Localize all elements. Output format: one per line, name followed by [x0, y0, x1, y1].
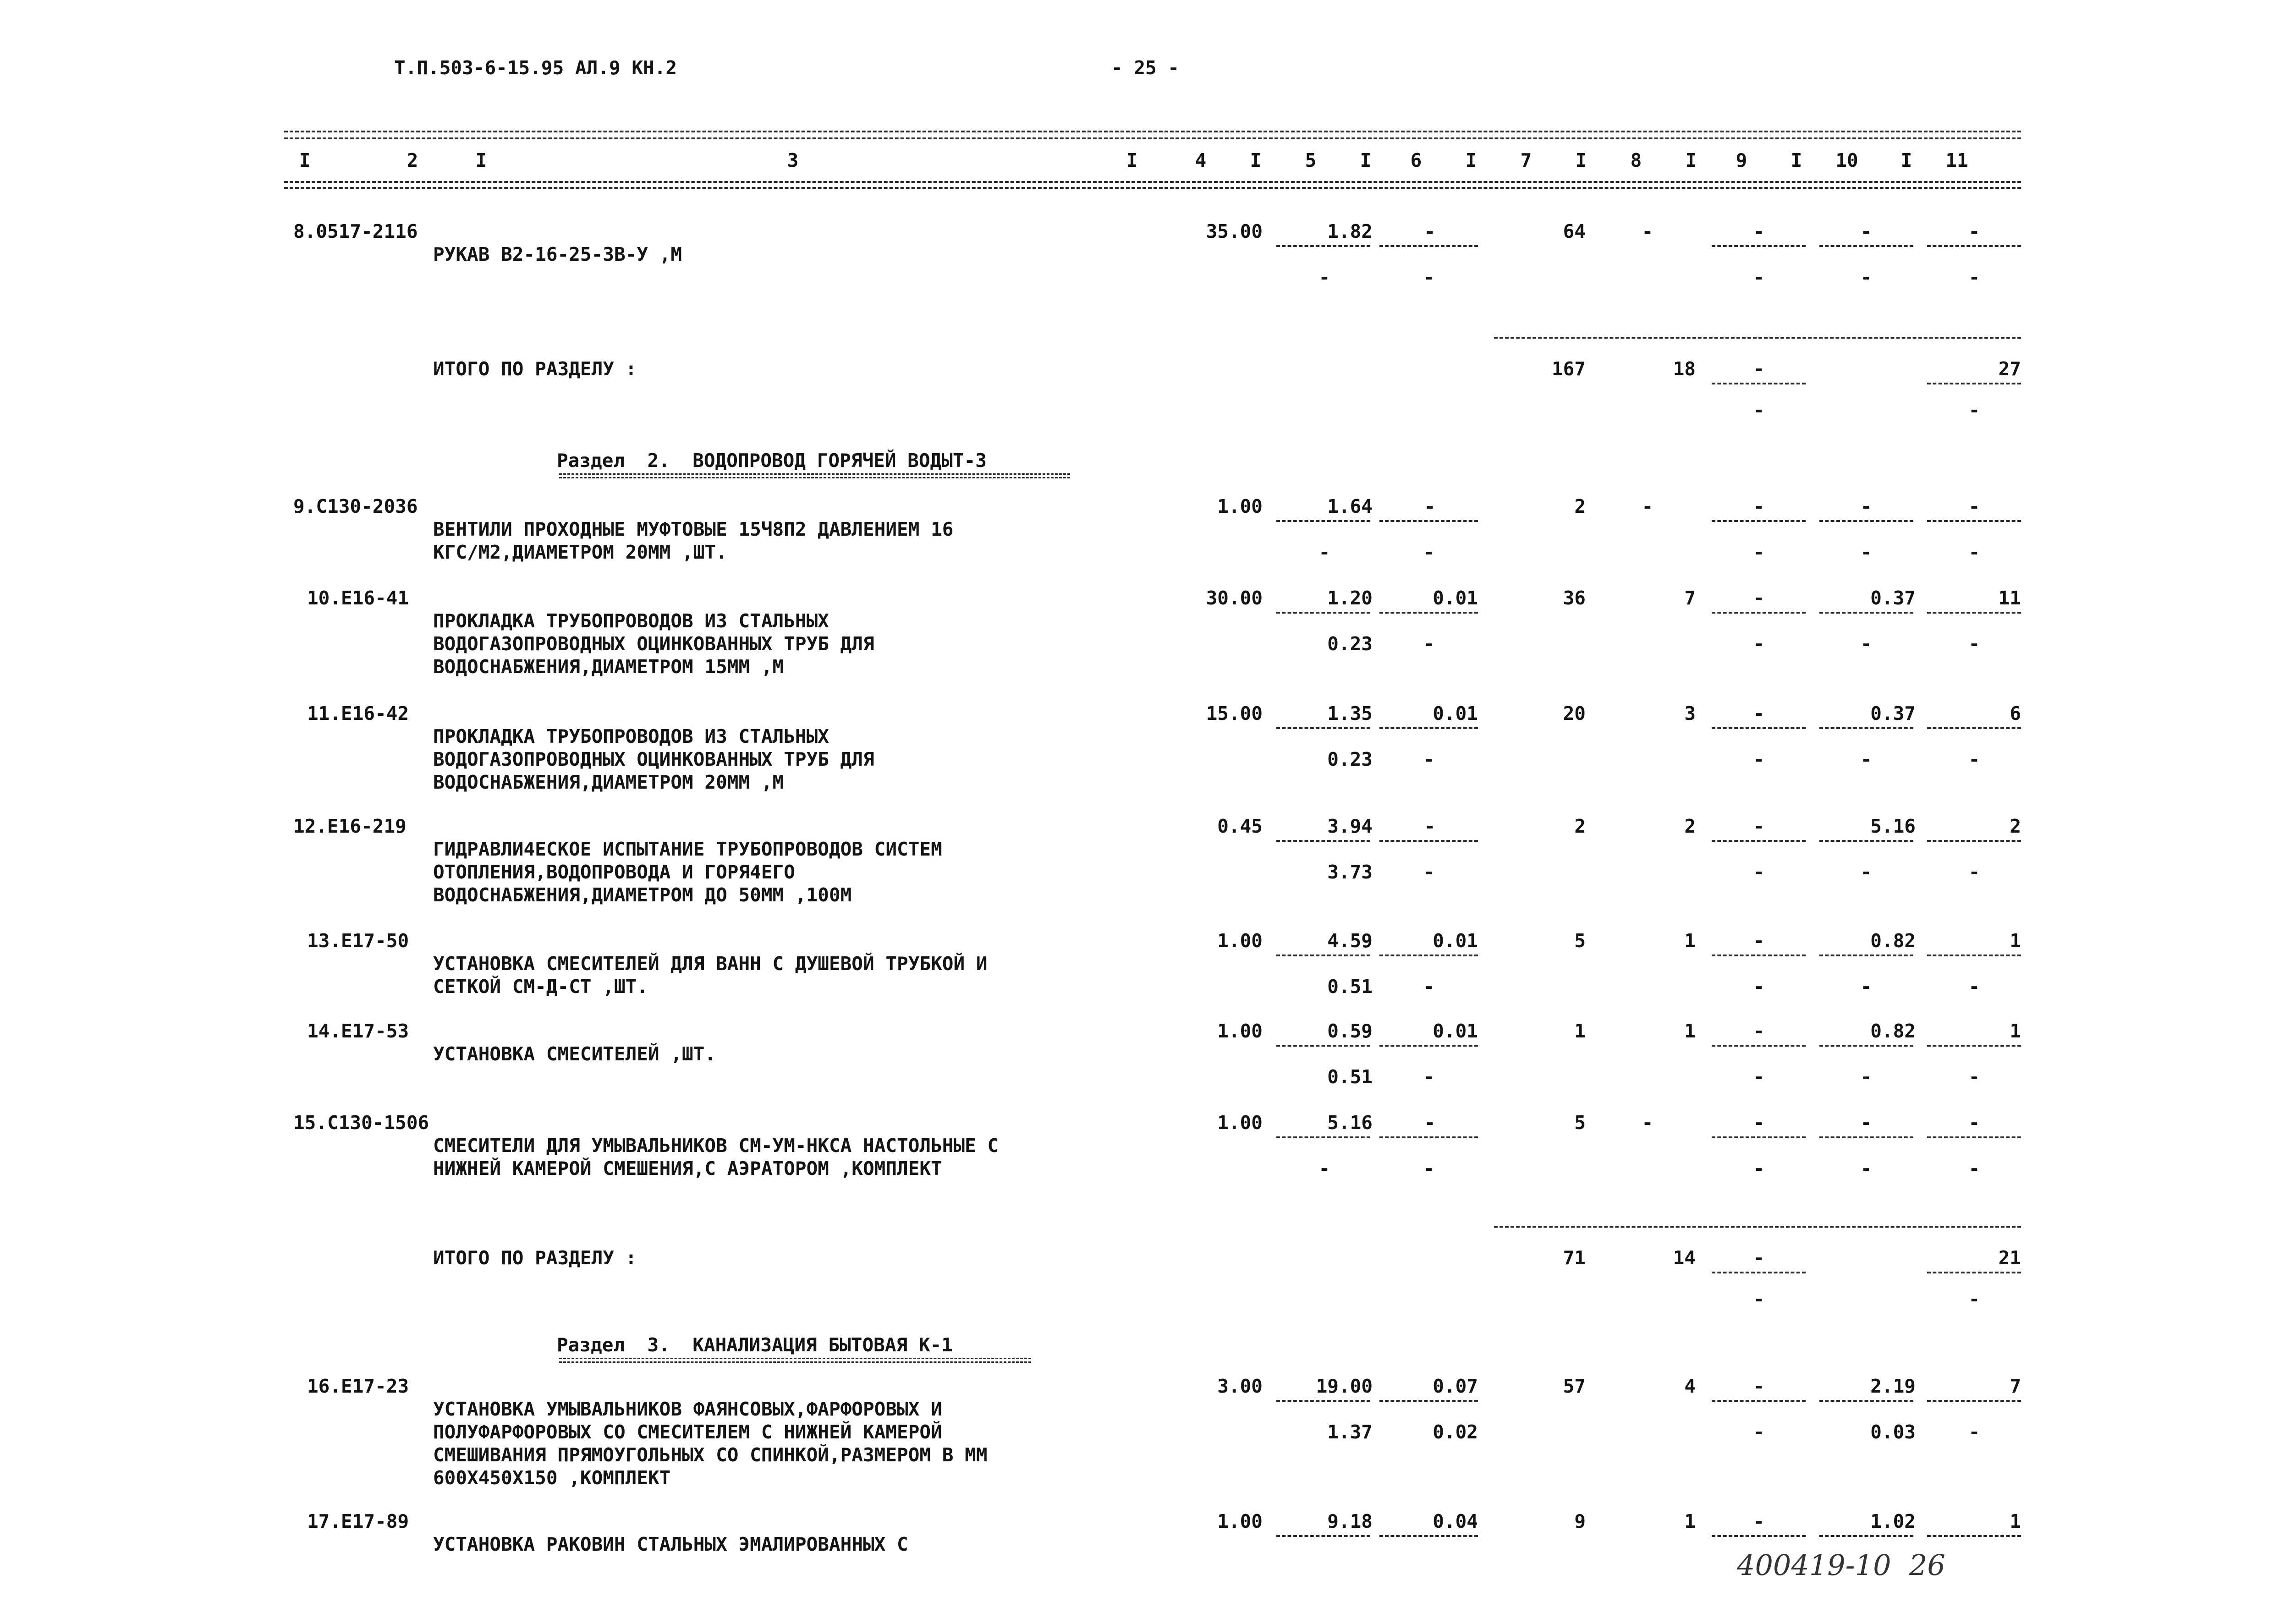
item-description: ВЕНТИЛИ ПРОХОДНЫЕ МУФТОВЫЕ 15Ч8П2 ДАВЛЕНИЕМ 16: [433, 518, 954, 540]
cell-c9: -: [1753, 1020, 1765, 1042]
cell-c6b: -: [1423, 1066, 1435, 1088]
cell-c6b: -: [1423, 1158, 1435, 1180]
totals-c11b: -: [1968, 399, 1980, 421]
totals-c9b: -: [1753, 399, 1765, 421]
cell-c6: -: [1424, 220, 1436, 242]
item-description: ОТОПЛЕНИЯ,ВОДОПРОВОДА И ГОРЯ4ЕГО: [433, 861, 795, 883]
column-header: 5: [1305, 149, 1317, 171]
cell-c5: 5.16: [1327, 1112, 1373, 1134]
totals-c7: 167: [1551, 358, 1586, 380]
cell-c9b: -: [1753, 1158, 1765, 1180]
column-header: 11: [1945, 149, 1968, 171]
cell-c5b: 3.73: [1327, 861, 1373, 883]
column-header: I: [1126, 149, 1138, 171]
column-header: I: [1685, 149, 1697, 171]
value-divider: [1276, 1136, 1370, 1138]
cell-c9b: -: [1753, 1066, 1765, 1088]
totals-c11b: -: [1968, 1288, 1980, 1310]
section-title: Раздел 2. ВОДОПРОВОД ГОРЯЧЕЙ ВОДЫТ-3: [557, 450, 987, 472]
value-divider: [1712, 245, 1806, 247]
cell-c7: 36: [1563, 587, 1586, 609]
handwritten-inventory-number: 400419-10 26: [1737, 1548, 1945, 1582]
totals-rule: [1494, 1226, 2021, 1228]
cell-c8: -: [1642, 1112, 1653, 1134]
value-divider: [1712, 520, 1806, 522]
cell-c11b: -: [1968, 1066, 1980, 1088]
cell-c9b: -: [1753, 541, 1765, 563]
cell-c4: 35.00: [1206, 220, 1263, 242]
document-code: Т.П.503-6-15.95 АЛ.9 КН.2: [394, 57, 677, 79]
cell-c8: 2: [1684, 815, 1696, 837]
cell-c9b: -: [1753, 1421, 1765, 1443]
item-number: 12.Е16-219: [293, 815, 406, 837]
column-header: I: [299, 149, 311, 171]
value-divider: [1379, 1535, 1478, 1537]
item-description: ВОДОСНАБЖЕНИЯ,ДИАМЕТРОМ ДО 50ММ ,100М: [433, 884, 852, 906]
cell-c7: 57: [1563, 1375, 1586, 1397]
page-number: - 25 -: [1111, 57, 1180, 79]
cell-c5b: -: [1318, 1158, 1330, 1180]
item-description: ВОДОГАЗОПРОВОДНЫХ ОЦИНКОВАННЫХ ТРУБ ДЛЯ: [433, 633, 874, 655]
totals-c8: 18: [1673, 358, 1696, 380]
cell-c8: 3: [1684, 702, 1696, 724]
cell-c10b: -: [1860, 861, 1872, 883]
cell-c5: 1.64: [1327, 495, 1373, 517]
cell-c7: 9: [1574, 1510, 1586, 1532]
totals-c11: 21: [1998, 1247, 2021, 1269]
cell-c4: 1.00: [1217, 1020, 1263, 1042]
cell-c7: 1: [1574, 1020, 1586, 1042]
value-divider: [1927, 1045, 2021, 1047]
cell-c5: 4.59: [1327, 930, 1373, 952]
cell-c11b: -: [1968, 1158, 1980, 1180]
totals-divider: [1712, 383, 1806, 384]
item-description: ПРОКЛАДКА ТРУБОПРОВОДОВ ИЗ СТАЛЬНЫХ: [433, 610, 829, 632]
column-header: I: [1250, 149, 1262, 171]
value-divider: [1276, 520, 1370, 522]
section-underline: [559, 1358, 1031, 1363]
cell-c5b: 0.23: [1327, 748, 1373, 770]
cell-c9: -: [1753, 220, 1765, 242]
value-divider: [1927, 245, 2021, 247]
value-divider: [1819, 1400, 1913, 1402]
item-description: УСТАНОВКА СМЕСИТЕЛЕЙ ДЛЯ ВАНН С ДУШЕВОЙ ТРУБКОЙ И: [433, 953, 988, 975]
cell-c10: 2.19: [1870, 1375, 1916, 1397]
column-header: I: [1575, 149, 1587, 171]
cell-c10: 5.16: [1870, 815, 1916, 837]
cell-c6: 0.01: [1433, 930, 1478, 952]
cell-c4: 1.00: [1217, 1510, 1263, 1532]
cell-c8: 1: [1684, 930, 1696, 952]
value-divider: [1712, 1400, 1806, 1402]
cell-c9: -: [1753, 1510, 1765, 1532]
cell-c9: -: [1753, 1112, 1765, 1134]
cell-c4: 1.00: [1217, 495, 1263, 517]
item-description: 600Х450Х150 ,КОМПЛЕКТ: [433, 1467, 671, 1489]
totals-divider: [1712, 1272, 1806, 1273]
column-header: 10: [1835, 149, 1858, 171]
totals-c9: -: [1753, 358, 1765, 380]
cell-c6b: -: [1423, 633, 1435, 655]
cell-c11b: -: [1968, 748, 1980, 770]
cell-c11: 1: [2010, 1510, 2021, 1532]
cell-c4: 0.45: [1217, 815, 1263, 837]
cell-c4: 15.00: [1206, 702, 1263, 724]
cell-c8: -: [1642, 495, 1653, 517]
cell-c11: 1: [2010, 930, 2021, 952]
item-description: ВОДОСНАБЖЕНИЯ,ДИАМЕТРОМ 20ММ ,М: [433, 771, 784, 793]
cell-c8: -: [1642, 220, 1653, 242]
cell-c7: 2: [1574, 495, 1586, 517]
header-rule-top: [284, 131, 2021, 132]
item-description: ПОЛУФАРФОРОВЫХ СО СМЕСИТЕЛЕМ С НИЖНЕЙ КАМЕРОЙ: [433, 1421, 942, 1443]
cell-c4: 1.00: [1217, 1112, 1263, 1134]
value-divider: [1276, 1045, 1370, 1047]
cell-c6b: -: [1423, 976, 1435, 998]
cell-c5: 1.35: [1327, 702, 1373, 724]
cell-c6: 0.01: [1433, 702, 1478, 724]
value-divider: [1379, 520, 1478, 522]
value-divider: [1927, 840, 2021, 842]
totals-c9b: -: [1753, 1288, 1765, 1310]
cell-c8: 1: [1684, 1510, 1696, 1532]
cell-c8: 1: [1684, 1020, 1696, 1042]
cell-c6: 0.04: [1433, 1510, 1478, 1532]
cell-c10: 0.37: [1870, 702, 1916, 724]
cell-c5b: 0.51: [1327, 1066, 1373, 1088]
totals-label: ИТОГО ПО РАЗДЕЛУ :: [433, 1247, 637, 1269]
cell-c5: 3.94: [1327, 815, 1373, 837]
item-description: СЕТКОЙ СМ-Д-СТ ,ШТ.: [433, 976, 648, 998]
cell-c11: 6: [2010, 702, 2021, 724]
value-divider: [1712, 1045, 1806, 1047]
value-divider: [1379, 245, 1478, 247]
cell-c9: -: [1753, 587, 1765, 609]
cell-c7: 64: [1563, 220, 1586, 242]
column-header: I: [475, 149, 487, 171]
cell-c5: 19.00: [1316, 1375, 1373, 1397]
cell-c10b: -: [1860, 266, 1872, 288]
value-divider: [1927, 955, 2021, 956]
value-divider: [1927, 612, 2021, 614]
cell-c8: 7: [1684, 587, 1696, 609]
cell-c9b: -: [1753, 633, 1765, 655]
item-number: 14.Е17-53: [307, 1020, 409, 1042]
cell-c6: -: [1424, 495, 1436, 517]
value-divider: [1712, 727, 1806, 729]
cell-c5b: 0.51: [1327, 976, 1373, 998]
value-divider: [1276, 1400, 1370, 1402]
value-divider: [1819, 955, 1913, 956]
cell-c6: -: [1424, 1112, 1436, 1134]
totals-rule: [1494, 337, 2021, 339]
item-description: РУКАВ В2-16-25-3В-У ,М: [433, 243, 682, 265]
value-divider: [1379, 612, 1478, 614]
totals-c11: 27: [1998, 358, 2021, 380]
item-description: ВОДОСНАБЖЕНИЯ,ДИАМЕТРОМ 15ММ ,М: [433, 656, 784, 678]
value-divider: [1819, 245, 1913, 247]
cell-c6b: -: [1423, 861, 1435, 883]
value-divider: [1379, 840, 1478, 842]
value-divider: [1276, 955, 1370, 956]
item-description: СМЕШИВАНИЯ ПРЯМОУГОЛЬНЫХ СО СПИНКОЙ,РАЗМЕРОМ В ММ: [433, 1444, 988, 1466]
value-divider: [1276, 1535, 1370, 1537]
cell-c9: -: [1753, 702, 1765, 724]
header-rule-bottom-2: [284, 187, 2021, 189]
value-divider: [1819, 727, 1913, 729]
totals-divider: [1927, 383, 2021, 384]
column-header: 6: [1410, 149, 1422, 171]
column-header: I: [1360, 149, 1372, 171]
cell-c5: 0.59: [1327, 1020, 1373, 1042]
cell-c9: -: [1753, 815, 1765, 837]
value-divider: [1819, 1136, 1913, 1138]
cell-c6b: -: [1423, 748, 1435, 770]
value-divider: [1712, 1535, 1806, 1537]
cell-c5b: 1.37: [1327, 1421, 1373, 1443]
cell-c11: -: [1968, 220, 1980, 242]
value-divider: [1927, 727, 2021, 729]
item-description: ГИДРАВЛИ4ЕСКОЕ ИСПЫТАНИЕ ТРУБОПРОВОДОВ СИСТЕМ: [433, 838, 942, 860]
header-rule-mid: [284, 137, 2021, 139]
cell-c10b: -: [1860, 1066, 1872, 1088]
cell-c10b: -: [1860, 976, 1872, 998]
item-description: СМЕСИТЕЛИ ДЛЯ УМЫВАЛЬНИКОВ СМ-УМ-НКСА НАСТОЛЬНЫЕ С: [433, 1135, 999, 1157]
cell-c6: -: [1424, 815, 1436, 837]
item-description: УСТАНОВКА УМЫВАЛЬНИКОВ ФАЯНСОВЫХ,ФАРФОРОВЫХ И: [433, 1398, 942, 1420]
cell-c5b: 0.23: [1327, 633, 1373, 655]
value-divider: [1379, 1136, 1478, 1138]
cell-c4: 3.00: [1217, 1375, 1263, 1397]
value-divider: [1819, 840, 1913, 842]
column-header: I: [1791, 149, 1802, 171]
cell-c11b: -: [1968, 633, 1980, 655]
cell-c10: -: [1860, 1112, 1872, 1134]
item-number: 16.Е17-23: [307, 1375, 409, 1397]
totals-c7: 71: [1563, 1247, 1586, 1269]
item-description: УСТАНОВКА РАКОВИН СТАЛЬНЫХ ЭМАЛИРОВАННЫХ С: [433, 1533, 908, 1555]
column-header: I: [1900, 149, 1912, 171]
value-divider: [1927, 1136, 2021, 1138]
section-underline: [559, 473, 1070, 478]
value-divider: [1379, 1045, 1478, 1047]
item-number: 13.Е17-50: [307, 930, 409, 952]
item-description: ПРОКЛАДКА ТРУБОПРОВОДОВ ИЗ СТАЛЬНЫХ: [433, 725, 829, 747]
cell-c11: -: [1968, 1112, 1980, 1134]
cell-c6: 0.01: [1433, 1020, 1478, 1042]
cell-c7: 5: [1574, 930, 1586, 952]
cell-c11: 7: [2010, 1375, 2021, 1397]
cell-c6b: 0.02: [1433, 1421, 1478, 1443]
cell-c9: -: [1753, 930, 1765, 952]
cell-c7: 5: [1574, 1112, 1586, 1134]
cell-c10b: -: [1860, 1158, 1872, 1180]
value-divider: [1379, 955, 1478, 956]
totals-c9: -: [1753, 1247, 1765, 1269]
item-number: 15.С130-1506: [293, 1112, 429, 1134]
item-number: 9.С130-2036: [293, 495, 418, 517]
column-header: 7: [1520, 149, 1532, 171]
cell-c6: 0.07: [1433, 1375, 1478, 1397]
value-divider: [1379, 1400, 1478, 1402]
cell-c10: 0.37: [1870, 587, 1916, 609]
cell-c5: 1.20: [1327, 587, 1373, 609]
cell-c10b: -: [1860, 633, 1872, 655]
value-divider: [1927, 520, 2021, 522]
totals-divider: [1927, 1272, 2021, 1273]
cell-c9b: -: [1753, 748, 1765, 770]
value-divider: [1276, 727, 1370, 729]
cell-c9: -: [1753, 1375, 1765, 1397]
cell-c5: 9.18: [1327, 1510, 1373, 1532]
item-number: 10.Е16-41: [307, 587, 409, 609]
cell-c4: 30.00: [1206, 587, 1263, 609]
header-rule-bottom: [284, 181, 2021, 183]
totals-c8: 14: [1673, 1247, 1696, 1269]
item-description: ВОДОГАЗОПРОВОДНЫХ ОЦИНКОВАННЫХ ТРУБ ДЛЯ: [433, 748, 874, 770]
value-divider: [1927, 1535, 2021, 1537]
totals-label: ИТОГО ПО РАЗДЕЛУ :: [433, 358, 637, 380]
cell-c11b: -: [1968, 861, 1980, 883]
cell-c11: -: [1968, 495, 1980, 517]
cell-c11: 11: [1998, 587, 2021, 609]
value-divider: [1379, 727, 1478, 729]
cell-c6: 0.01: [1433, 587, 1478, 609]
column-header: 3: [787, 149, 799, 171]
value-divider: [1712, 1136, 1806, 1138]
cell-c10: -: [1860, 220, 1872, 242]
cell-c7: 20: [1563, 702, 1586, 724]
value-divider: [1276, 612, 1370, 614]
cell-c10: 1.02: [1870, 1510, 1916, 1532]
value-divider: [1819, 520, 1913, 522]
item-description: КГС/М2,ДИАМЕТРОМ 20ММ ,ШТ.: [433, 541, 727, 563]
cell-c11b: -: [1968, 976, 1980, 998]
column-header: 2: [406, 149, 418, 171]
value-divider: [1819, 612, 1913, 614]
value-divider: [1712, 955, 1806, 956]
cell-c6b: -: [1423, 266, 1435, 288]
item-number: 11.Е16-42: [307, 702, 409, 724]
cell-c4: 1.00: [1217, 930, 1263, 952]
column-header: 4: [1195, 149, 1207, 171]
column-header: 8: [1630, 149, 1642, 171]
cell-c10b: -: [1860, 541, 1872, 563]
cell-c10b: 0.03: [1870, 1421, 1916, 1443]
cell-c10: 0.82: [1870, 1020, 1916, 1042]
item-number: 17.Е17-89: [307, 1510, 409, 1532]
cell-c5: 1.82: [1327, 220, 1373, 242]
cell-c10b: -: [1860, 748, 1872, 770]
item-number: 8.0517-2116: [293, 220, 418, 242]
cell-c11b: -: [1968, 541, 1980, 563]
cell-c10: -: [1860, 495, 1872, 517]
cell-c5b: -: [1318, 541, 1330, 563]
column-header: 9: [1736, 149, 1747, 171]
value-divider: [1712, 840, 1806, 842]
value-divider: [1927, 1400, 2021, 1402]
cell-c9: -: [1753, 495, 1765, 517]
column-header: I: [1465, 149, 1477, 171]
value-divider: [1819, 1045, 1913, 1047]
cell-c6b: -: [1423, 541, 1435, 563]
cell-c11b: -: [1968, 1421, 1980, 1443]
value-divider: [1712, 612, 1806, 614]
cell-c11: 2: [2010, 815, 2021, 837]
cell-c5b: -: [1318, 266, 1330, 288]
cell-c11b: -: [1968, 266, 1980, 288]
cell-c9b: -: [1753, 976, 1765, 998]
section-title: Раздел 3. КАНАЛИЗАЦИЯ БЫТОВАЯ К-1: [557, 1334, 953, 1356]
value-divider: [1819, 1535, 1913, 1537]
item-description: УСТАНОВКА СМЕСИТЕЛЕЙ ,ШТ.: [433, 1043, 716, 1065]
cell-c10: 0.82: [1870, 930, 1916, 952]
cell-c11: 1: [2010, 1020, 2021, 1042]
cell-c8: 4: [1684, 1375, 1696, 1397]
value-divider: [1276, 840, 1370, 842]
value-divider: [1276, 245, 1370, 247]
cell-c9b: -: [1753, 861, 1765, 883]
item-description: НИЖНЕЙ КАМЕРОЙ СМЕШЕНИЯ,С АЭРАТОРОМ ,КОМПЛЕКТ: [433, 1158, 942, 1180]
cell-c9b: -: [1753, 266, 1765, 288]
cell-c7: 2: [1574, 815, 1586, 837]
